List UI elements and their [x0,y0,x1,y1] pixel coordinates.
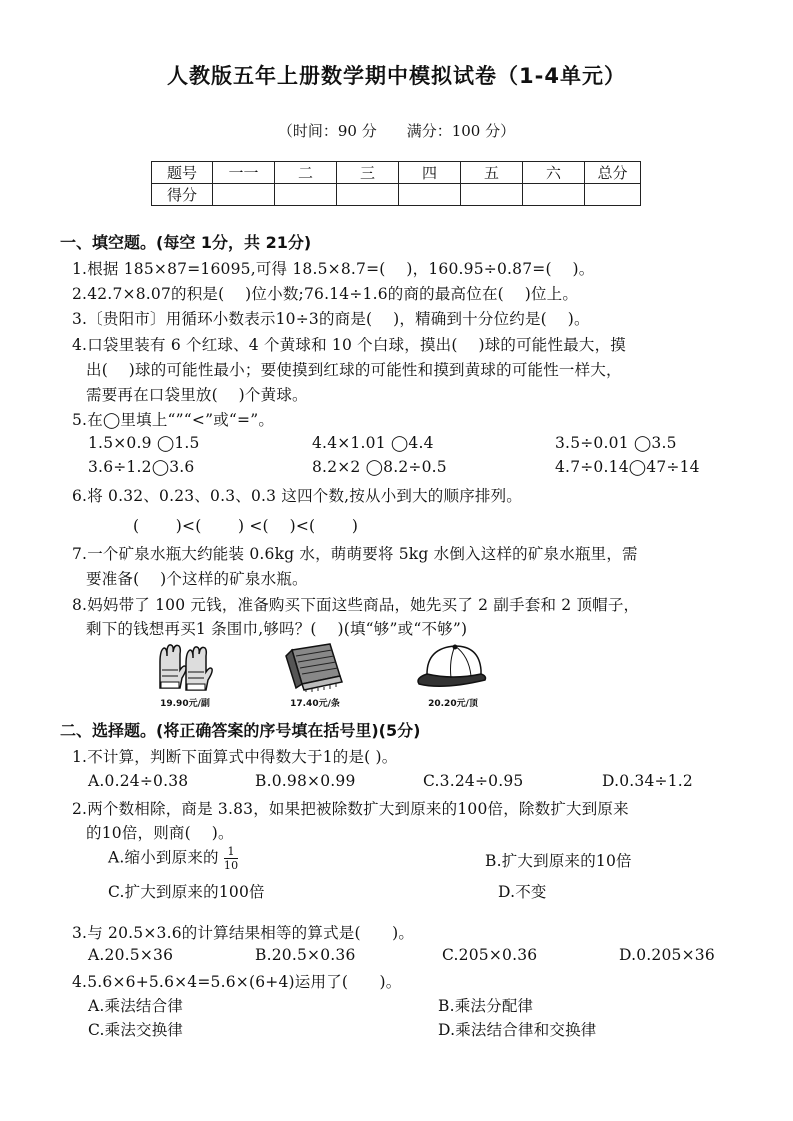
question-1-4-line3: 需要再在口袋里放( )个黄球。 [86,386,308,404]
choice-option: D.0.205×36 [619,946,715,964]
question-1-2: 2.42.7×8.07的积是( )位小数;76.14÷1.6的商的最高位在( )位上。 [72,285,579,303]
question-1-8-line2: 剩下的钱想再买1 条围巾,够吗？( )(填“够”或“不够”) [86,620,468,638]
question-2-1: 1.不计算，判断下面算式中得数大于1的是( )。 [72,748,398,766]
compare-item: 3.6÷1.2◯3.6 [88,458,195,476]
choice-option: D.不变 [498,883,547,901]
score-table [151,161,641,206]
score-row-label: 得分 [152,184,213,206]
compare-item: 3.5÷0.01 ◯3.5 [555,434,677,452]
question-1-7-line1: 7.一个矿泉水瓶大约能装 0.6kg 水，萌萌要将 5kg 水倒入这样的矿泉水瓶里，需 [72,545,638,563]
question-2-2-line1: 2.两个数相除，商是 3.83，如果把被除数扩大到原来的100倍，除数扩大到原来 [72,800,629,818]
choice-option: C.205×0.36 [442,946,538,964]
question-1-7-line2: 要准备( )个这样的矿泉水瓶。 [86,570,308,588]
cap-item [408,640,498,709]
compare-item: 4.7÷0.14◯47÷14 [555,458,700,476]
cap-icon [413,640,493,692]
score-cell [585,184,641,206]
choice-option: A.乘法结合律 [88,997,184,1015]
score-cell [399,184,461,206]
score-cell [337,184,399,206]
fraction-denominator: 10 [223,859,239,872]
question-2-4: 4.5.6×6+5.6×4=5.6×(6+4)运用了( )。 [72,973,402,991]
question-2-2-line2: 的10倍，则商( )。 [86,824,234,842]
order-blanks: ( )<( ) <( )<( ) [133,517,359,535]
choice-option: D.乘法结合律和交换律 [438,1021,597,1039]
choice-option: D.0.34÷1.2 [602,772,693,790]
score-header-cell: 题号 [152,162,213,184]
cap-price: 20.20元/顶 [428,699,478,709]
choice-option: A.20.5×36 [88,946,174,964]
score-header-cell: 四 [399,162,461,184]
question-1-4-line2: 出( )球的可能性最小；要使摸到红球的可能性和摸到黄球的可能性一样大， [86,361,622,379]
exam-info: （时间：90 分 满分：100 分） [277,122,516,140]
score-cell [213,184,275,206]
score-cell [275,184,337,206]
choice-option: B.20.5×0.36 [255,946,356,964]
gloves-price: 19.90元/副 [160,699,210,709]
question-1-6: 6.将 0.32、0.23、0.3、0.3 这四个数,按从小到大的顺序排列。 [72,487,522,505]
score-header-cell: 一一 [213,162,275,184]
score-header-cell: 五 [461,162,523,184]
question-1-1: 1.根据 185×87=16095,可得 18.5×8.7=( )，160.95÷0.87=( )。 [72,260,595,278]
choice-option: C.3.24÷0.95 [423,772,524,790]
choice-option: B.0.98×0.99 [255,772,356,790]
question-1-8-line1: 8.妈妈带了 100 元钱，准备购买下面这些商品，她先买了 2 副手套和 2 顶帽子， [72,596,640,614]
fraction-numerator: 1 [224,845,238,859]
choice-option: B.乘法分配律 [438,997,534,1015]
fraction [224,845,238,872]
section2-heading: 二、选择题。(将正确答案的序号填在括号里)(5分) [60,721,421,740]
page-title: 人教版五年上册数学期中模拟试卷（1-4单元） [167,64,626,88]
scarf-item [275,640,355,709]
choice-option [108,845,238,872]
score-cell [461,184,523,206]
question-1-5: 5.在◯里填上“”“<”或“=”。 [72,411,275,429]
gloves-item [145,640,225,709]
question-2-3: 3.与 20.5×3.6的计算结果相等的算式是( )。 [72,924,415,942]
gloves-icon [154,640,216,692]
choice-option: A.0.24÷0.38 [88,772,189,790]
question-1-4-line1: 4.口袋里装有 6 个红球、4 个黄球和 10 个白球，摸出( )球的可能性最大，摸 [72,336,626,354]
choice-option: B.扩大到原来的10倍 [485,852,632,870]
score-header-cell: 三 [337,162,399,184]
section1-heading: 一、填空题。(每空 1分，共 21分) [60,233,312,252]
score-header-cell: 二 [275,162,337,184]
scarf-price: 17.40元/条 [290,699,340,709]
score-header-cell: 总分 [585,162,641,184]
compare-item: 1.5×0.9 ◯1.5 [88,434,200,452]
question-1-3: 3.〔贵阳市〕用循环小数表示10÷3的商是( )，精确到十分位约是( )。 [72,310,590,328]
score-cell [523,184,585,206]
choice-option: C.扩大到原来的100倍 [108,883,265,901]
choice-option: C.乘法交换律 [88,1021,184,1039]
choice-option-text: A.缩小到原来的 [108,848,219,867]
scarf-icon [282,640,348,692]
score-header-cell: 六 [523,162,585,184]
compare-item: 8.2×2 ◯8.2÷0.5 [312,458,447,476]
compare-item: 4.4×1.01 ◯4.4 [312,434,434,452]
